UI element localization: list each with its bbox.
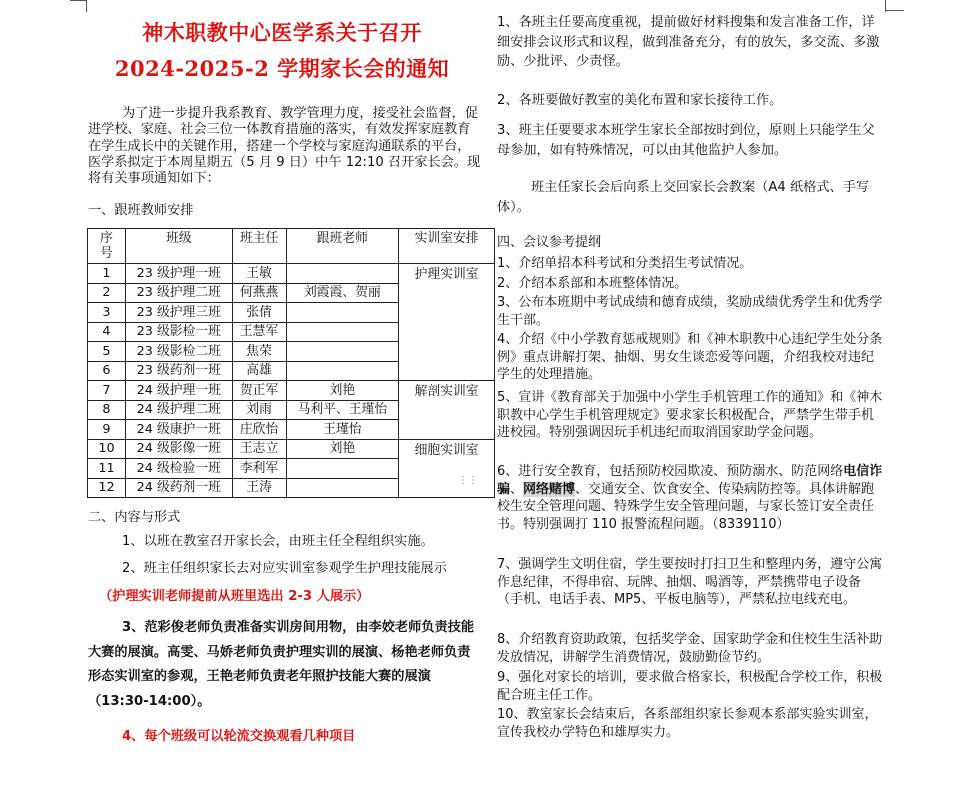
- cell-class: 24 级检验一班: [125, 459, 232, 479]
- right-item-2: 2、各班要做好教室的美化布置和家长接待工作。: [497, 93, 783, 108]
- header-follow-teacher: 跟班老师: [286, 229, 399, 264]
- cell-no: 11: [88, 459, 126, 479]
- cell-class: 24 级药剂一班: [125, 478, 232, 498]
- outline-item-3: 3、公布本班期中考试成绩和德育成绩，奖励成绩优秀学生和优秀学生干部。: [497, 295, 883, 328]
- crop-mark: [70, 0, 86, 1]
- selected-text-online-gambling[interactable]: 网络赌博: [523, 481, 576, 497]
- header-lab: 实训室安排: [399, 229, 495, 264]
- cell-follow: 王瑾怡: [286, 420, 399, 440]
- outline-item-8: 8、介绍教育资助政策，包括奖学金、国家助学金和住校生生活补助发放情况，讲解学生消费情况，鼓励勤俭节约。: [497, 632, 883, 665]
- section-2-item-2: 2、班主任组织家长去对应实训室参观学生护理技能展示: [122, 561, 447, 576]
- cell-no: 2: [88, 283, 126, 303]
- doc-title-line2: 2024-2025-2 学期家长会的通知: [114, 56, 450, 81]
- cell-follow: 刘霞霞、贺丽: [286, 283, 399, 303]
- cell-no: 8: [88, 400, 126, 420]
- header-no: 序号: [88, 229, 126, 264]
- header-head-teacher: 班主任: [232, 229, 286, 264]
- highlight-telecom-fraud: 电信诈骗: [497, 464, 883, 497]
- section-2-item-4: 4、每个班级可以轮流交换观看几种项目: [122, 729, 356, 744]
- cell-class: 23 级护理三班: [125, 303, 232, 323]
- cell-class: 23 级护理一班: [125, 264, 232, 284]
- cell-lab: 护理实训室: [399, 264, 495, 381]
- intro-paragraph: 为了进一步提升我系教育、教学管理力度，接受社会监督，促进学校、家庭、社会三位一体教育措施的落实，有效发挥家庭教育在学生成长中的关键作用，搭建一个学校与家庭沟通联系的平台，医学系拟定于本周星期五（5 月 9 日）中午 12:10 召开家长会。现将有关事项通知如下：: [88, 106, 481, 187]
- cell-no: 3: [88, 303, 126, 323]
- section-4-heading: 四、会议参考提纲: [497, 235, 602, 250]
- crop-mark: [86, 0, 87, 12]
- cell-class: 24 级护理二班: [125, 400, 232, 420]
- cell-class: 23 级影检一班: [125, 322, 232, 342]
- cell-lab: 解剖实训室: [399, 381, 495, 440]
- schedule-table: [87, 228, 495, 498]
- cell-follow: [286, 303, 399, 323]
- cell-no: 12: [88, 478, 126, 498]
- right-item-4: 班主任家长会后向系上交回家长会教案（A4 纸格式、手写体）。: [497, 180, 870, 215]
- cell-no: 9: [88, 420, 126, 440]
- cell-head: 刘雨: [232, 400, 286, 420]
- cell-head: 何燕燕: [232, 283, 286, 303]
- header-class: 班级: [125, 229, 232, 264]
- cell-head: 焦荣: [232, 342, 286, 362]
- cell-lab: 细胞实训室: [399, 439, 495, 498]
- cell-class: 24 级护理一班: [125, 381, 232, 401]
- cell-follow: [286, 459, 399, 479]
- outline-item-9: 9、强化对家长的培训，要求做合格家长，积极配合学校工作，积极配合班主任工作。: [497, 670, 883, 703]
- cell-head: 王涛: [232, 478, 286, 498]
- cell-no: 10: [88, 439, 126, 459]
- cell-head: 张倩: [232, 303, 286, 323]
- crop-mark: [886, 10, 904, 11]
- table-row: [88, 264, 495, 284]
- section-2-heading: 二、内容与形式: [88, 510, 181, 525]
- section-2-item-1: 1、以班在教室召开家长会，由班主任全程组织实施。: [122, 534, 434, 549]
- cell-class: 24 级康护一班: [125, 420, 232, 440]
- cell-head: 庄欣怡: [232, 420, 286, 440]
- cell-no: 5: [88, 342, 126, 362]
- cell-follow: [286, 478, 399, 498]
- cell-class: 23 级药剂一班: [125, 361, 232, 381]
- cell-follow: [286, 264, 399, 284]
- cell-follow: 刘艳: [286, 381, 399, 401]
- section-2-item-3: 3、范彩俊老师负责准备实训房间用物，由李姣老师负责技能大赛的展演。高雯、马娇老师负责护理实训的展演、杨艳老师负责形态实训室的参观，王艳老师负责老年照护技能大赛的展演（13:30-14:00）。: [88, 620, 475, 709]
- cell-follow: 刘艳: [286, 439, 399, 459]
- cell-head: 王敏: [232, 264, 286, 284]
- cell-class: 23 级护理二班: [125, 283, 232, 303]
- cell-follow: [286, 361, 399, 381]
- outline-item-5: 5、宣讲《教育部关于加强中小学生手机管理工作的通知》和《神木职教中心学生手机管理规定》要求家长积极配合，严禁学生带手机进校园。特别强调因玩手机违纪而取消国家助学金问题。: [497, 390, 883, 441]
- right-item-3: 3、班主任要要求本班学生家长全部按时到位，原则上只能学生父母参加，如有特殊情况，可以由其他监护人参加。: [497, 123, 875, 158]
- outline-item-6: 6、进行安全教育，包括预防校园欺凌、预防溺水、防范网络电信诈骗、网络赌博、交通安全、饮食安全、传染病防控等。具体讲解跑校生安全管理问题、特殊学生安全管理问题，与家长签订安全责任书。特别强调打 110 报警流程问题。（8339110）: [497, 464, 883, 532]
- right-item-1: 1、各班主任要高度重视，提前做好材料搜集和发言准备工作，详细安排会议形式和议程，做到准备充分，有的放矢，多交流、多激励、少批评、少责怪。: [497, 15, 880, 69]
- table-row: [88, 381, 495, 401]
- table-move-handle[interactable]: ⋮⋮: [458, 475, 478, 486]
- cell-head: 李利军: [232, 459, 286, 479]
- cell-head: 王志立: [232, 439, 286, 459]
- table-header-row: [88, 229, 495, 264]
- section-2-item-2-note: （护理实训老师提前从班里选出 2-3 人展示）: [99, 589, 370, 604]
- cell-class: 24 级影像一班: [125, 439, 232, 459]
- cell-follow: [286, 342, 399, 362]
- outline-item-4: 4、介绍《中小学教育惩戒规则》和《神木职教中心违纪学生处分条例》重点讲解打架、抽烟、男女生谈恋爱等问题，介绍我校对违纪学生的处理措施。: [497, 332, 883, 383]
- outline-item-10: 10、教室家长会结束后，各系部组织家长参观本系部实验实训室，宣传我校办学特色和雄厚实力。: [497, 707, 878, 740]
- cell-class: 23 级影检二班: [125, 342, 232, 362]
- cell-no: 4: [88, 322, 126, 342]
- cell-no: 6: [88, 361, 126, 381]
- cell-no: 7: [88, 381, 126, 401]
- cell-head: 高雄: [232, 361, 286, 381]
- outline-item-7: 7、强调学生文明住宿，学生要按时打扫卫生和整理内务，遵守公寓作息纪律，不得串宿、玩牌、抽烟、喝酒等，严禁携带电子设备（手机、电话手表、MP5、平板电脑等），严禁私拉电线充电。: [497, 557, 883, 608]
- outline-item-1: 1、介绍单招本科考试和分类招生考试情况。: [497, 256, 753, 271]
- doc-title-line1: 神木职教中心医学系关于召开: [142, 20, 422, 45]
- cell-no: 1: [88, 264, 126, 284]
- table-row: [88, 439, 495, 459]
- cell-follow: 马利平、王瑾怡: [286, 400, 399, 420]
- outline-item-2: 2、介绍本系部和本班整体情况。: [497, 276, 688, 291]
- cell-head: 王慧军: [232, 322, 286, 342]
- cell-head: 贺正军: [232, 381, 286, 401]
- cell-follow: [286, 322, 399, 342]
- section-1-heading: 一、跟班教师安排: [88, 203, 194, 218]
